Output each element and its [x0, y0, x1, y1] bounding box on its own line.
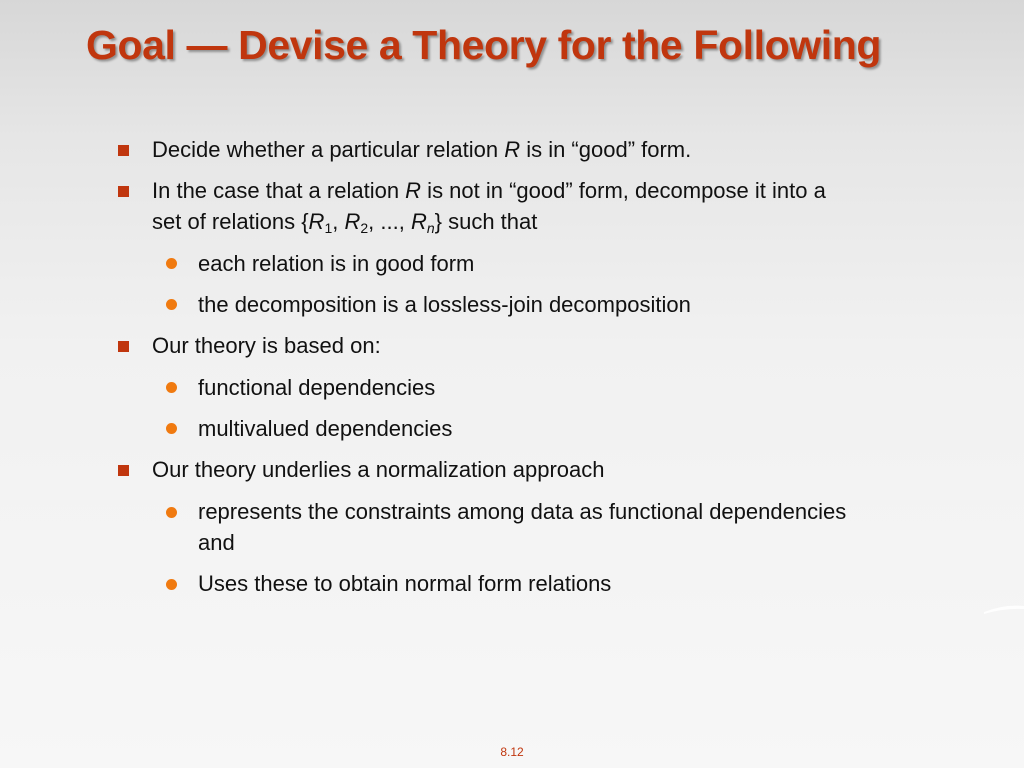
bullet-decide-relation: Decide whether a particular relation R is in “good” form.: [152, 137, 692, 162]
circle-bullet-icon: [166, 579, 177, 590]
square-bullet-icon: [118, 465, 129, 476]
square-bullet-icon: [118, 186, 129, 197]
circle-bullet-icon: [166, 507, 177, 518]
sub-bullet-normal-form-relations: Uses these to obtain normal form relations: [198, 571, 612, 596]
circle-bullet-icon: [166, 258, 177, 269]
bullet-theory-based-on: Our theory is based on:: [152, 333, 381, 358]
circle-bullet-icon: [166, 299, 177, 310]
sub-bullet-represents-constraints-line2: and: [198, 530, 235, 555]
bullet-normalization-approach: Our theory underlies a normalization approach: [152, 457, 605, 482]
sub-bullet-lossless-join: the decomposition is a lossless-join decomposition: [198, 292, 691, 317]
sub-bullet-functional-dependencies: functional dependencies: [198, 375, 436, 400]
circle-bullet-icon: [166, 423, 177, 434]
sub-bullet-multivalued-dependencies: multivalued dependencies: [198, 416, 453, 441]
square-bullet-icon: [118, 341, 129, 352]
sub-bullet-represents-constraints-line1: represents the constraints among data as functional dependencies: [198, 499, 847, 524]
sub-bullet-good-form: each relation is in good form: [198, 251, 475, 276]
decorative-swoosh-icon: [984, 600, 1024, 630]
circle-bullet-icon: [166, 382, 177, 393]
page-number: 8.12: [500, 745, 524, 759]
square-bullet-icon: [118, 145, 129, 156]
slide-title: Goal — Devise a Theory for the Following: [86, 22, 882, 68]
bullet-decompose-line1: In the case that a relation R is not in “good” form, decompose it into a: [152, 178, 826, 203]
bullet-decompose-line2: set of relations {$R_1$, $R_2$, ..., $R_n$} such that: [152, 209, 538, 236]
